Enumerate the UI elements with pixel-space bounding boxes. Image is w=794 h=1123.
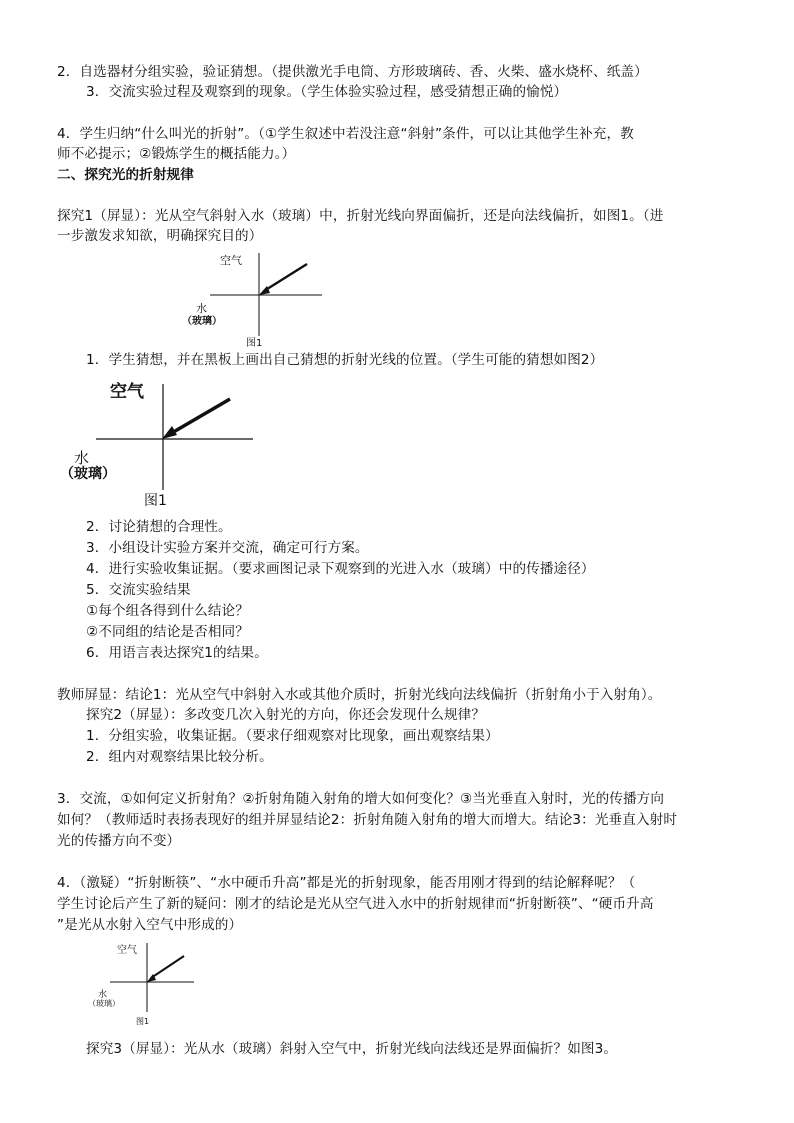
figure-2-arrow-head <box>162 426 177 439</box>
doubt-text-cont-2: ”是光从水射入空气中形成的） <box>57 917 243 933</box>
figure-3-incident-ray <box>151 956 184 978</box>
figure-1-caption: 图1 <box>246 338 263 349</box>
step-5-results: 5．交流实验结果 <box>86 582 191 598</box>
figure-2-incident-ray <box>170 399 230 434</box>
explore-2-step-2: 2．组内对观察结果比较分析。 <box>86 749 273 765</box>
figure-2-air-label: 空气 <box>110 382 144 402</box>
figure-1-air-label: 空气 <box>220 254 242 267</box>
figure-1-diagram <box>180 250 330 350</box>
figure-2-caption: 图1 <box>144 493 167 509</box>
exchange-text: 3．交流，①如何定义折射角？②折射角随入射角的增大如何变化？③当光垂直入射时，光的传播方向 <box>57 791 665 807</box>
doubt-text: 4．（激疑）“折射断筷”、“水中硬币升高”都是光的折射现象，能否用刚才得到的结论解释呢？（ <box>57 875 636 891</box>
figure-3-caption: 图1 <box>136 1017 150 1026</box>
question-1: ①每个组各得到什么结论？ <box>86 603 249 619</box>
explore-1-text: 探究1（屏显）：光从空气斜射入水（玻璃）中，折射光线向界面偏折，还是向法线偏折，如图1。（进 <box>57 208 664 224</box>
figure-3-diagram <box>84 940 194 1030</box>
exchange-text-cont-1: 如何？（教师适时表扬表现好的组并屏显结论2：折射角随入射角的增大而增大。结论3：光垂直入射时 <box>57 812 678 828</box>
figure-3-glass-label: （玻璃） <box>88 999 120 1008</box>
figure-1-water-label: 水 <box>196 302 207 315</box>
step-4-experiment: 4．进行实验收集证据。（要求画图记录下观察到的光进入水（玻璃）中的传播途径） <box>86 561 595 577</box>
explore-3-text: 探究3（屏显）：光从水（玻璃）斜射入空气中，折射光线向法线还是界面偏折？如图3。 <box>86 1041 618 1057</box>
figure-3-water-label: 水 <box>98 990 108 1000</box>
figure-2-diagram <box>58 372 268 512</box>
question-2: ②不同组的结论是否相同？ <box>86 624 249 640</box>
figure-3-air-label: 空气 <box>117 945 137 956</box>
figure-1-incident-ray <box>264 264 307 291</box>
figure-1-glass-label: （玻璃） <box>182 316 222 327</box>
figure-2-water-label: 水 <box>74 449 90 467</box>
step-3-design: 3．小组设计实验方案并交流，确定可行方案。 <box>86 540 369 556</box>
step-2-text: 2．自选器材分组实验，验证猜想。（提供激光手电筒、方形玻璃砖、香、火柴、盛水烧杯、纸盖） <box>57 64 648 80</box>
step-4-text-cont: 师不必提示；②锻炼学生的概括能力。） <box>57 146 296 162</box>
exchange-text-cont-2: 光的传播方向不变） <box>57 833 181 849</box>
explore-1-text-cont: 一步激发求知欲，明确探究目的） <box>57 228 263 244</box>
step-4-text: 4．学生归纳“什么叫光的折射”。（①学生叙述中若没注意“斜射”条件，可以让其他学生补充，教 <box>57 126 634 142</box>
step-3-text: 3．交流实验过程及观察到的现象。（学生体验实验过程，感受猜想正确的愉悦） <box>86 84 568 100</box>
step-2-discuss: 2．讨论猜想的合理性。 <box>86 519 232 535</box>
guess-step-1-text: 1．学生猜想，并在黑板上画出自己猜想的折射光线的位置。（学生可能的猜想如图2） <box>86 352 604 368</box>
section-heading: 二、探究光的折射规律 <box>57 167 194 183</box>
doubt-text-cont-1: 学生讨论后产生了新的疑问：刚才的结论是光从空气进入水中的折射规律而“折射断筷”、“硬币升高 <box>57 896 654 912</box>
explore-2-text: 探究2（屏显）：多改变几次入射光的方向，你还会发现什么规律？ <box>86 707 486 723</box>
figure-2-glass-label: （玻璃） <box>60 466 116 482</box>
conclusion-1-text: 教师屏显：结论1：光从空气中斜射入水或其他介质时，折射光线向法线偏折（折射角小于入射角）。 <box>57 687 662 703</box>
step-6-express: 6．用语言表达探究1的结果。 <box>86 645 268 661</box>
explore-2-step-1: 1．分组实验，收集证据。（要求仔细观察对比现象，画出观察结果） <box>86 728 499 744</box>
